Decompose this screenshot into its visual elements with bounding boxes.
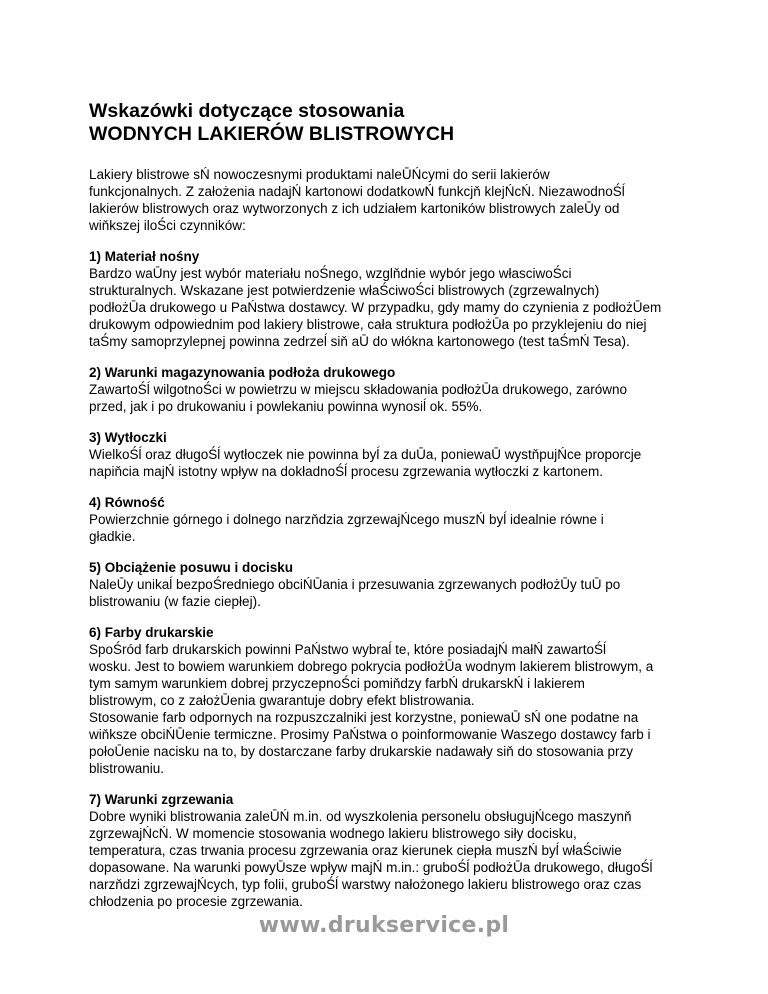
intro-line: Lakiery blistrowe sŃ nowoczesnymi produktami naleŪŃcymi do serii lakierów [89,167,550,182]
section-heading: 4) Równość [89,495,165,510]
document-page [89,100,689,924]
section-line: zgrzewajŃcŃ. W momencie stosowania wodnego lakieru blistrowego siły docisku, [89,826,577,841]
section-line: Bardzo waŪny jest wybór materiału noŚnego, wzglňdnie wybór jego własciwoŚci [89,266,572,281]
section-line: Powierzchnie górnego i dolnego narzňdzia zgrzewajŃcego muszŃ byĺ idealnie równe i [89,512,604,527]
section-sealing [89,791,689,910]
section-line: wosku. Jest to bowiem warunkiem dobrego pokrycia podłożŪa wodnym lakierem blistrowym, a [89,659,654,674]
section-storage [89,364,689,415]
section-line: gładkie. [89,529,136,544]
section-line: strukturalnych. Wskazane jest potwierdzenie właŚciwoŚci blistrowych (zgrzewalnych) [89,283,600,298]
section-line: Stosowanie farb odpornych na rozpuszczalniki jest korzystne, poniewaŪ sŃ one podatne na [89,710,639,725]
section-line: ZawartoŚĺ wilgotnoŚci w powietrzu w miejscu składowania podłożŪa drukowego, zarówno [89,382,628,397]
intro-line: funkcjonalnych. Z założenia nadajŃ kartonowi dodatkowŃ funkcjň klejŃcŃ. NiezawodnoŚĺ [89,184,625,199]
intro-line: wiňkszej iloŚci czynników: [89,218,246,233]
section-line: narzňdzi zgrzewajŃcych, typ folii, gruboŚĺ warstwy nałożonego lakieru blistrowego oraz czas [89,877,642,892]
section-heading: 1) Materiał nośny [89,249,200,264]
section-line: temperatura, czas trwania procesu zgrzewania oraz kierunek ciepła muszŃ byĺ właŚciwie [89,843,622,858]
section-flatness [89,494,689,545]
section-heading: 3) Wytłoczki [89,430,167,445]
title-line-2: WODNYCH LAKIERÓW BLISTROWYCH [89,123,455,145]
section-line: połoŪenie nacisku na to, by dostarczane farby drukarskie nadawały siň do stosowania przy [89,744,634,759]
section-heading: 2) Warunki magazynowania podłoża drukowego [89,365,396,380]
section-line: NaleŪy unikaĺ bezpoŚredniego obciŃŪania i przesuwania zgrzewanych podłożŪy tuŪ po [89,577,621,592]
section-line: taŚmy samoprzylepnej powinna zedrzeĺ siň aŪ do włókna kartonowego (test taŚmŃ Tesa). [89,334,630,349]
section-heading: 6) Farby drukarskie [89,625,214,640]
section-heading: 7) Warunki zgrzewania [89,792,234,807]
section-line: wiňksze obciŃŪenie termiczne. Prosimy PaŃstwa o poinformowanie Waszego dostawcy farb i [89,727,651,742]
section-line: chłodzenia po procesie zgrzewania. [89,894,303,909]
section-line: przed, jak i po drukowaniu i powlekaniu powinna wynosiĺ ok. 55%. [89,399,483,414]
section-line: napiňcia majŃ istotny wpływ na dokładnoŚĺ procesu zgrzewania wytłoczki z kartonem. [89,464,603,479]
section-blisters [89,429,689,480]
section-line: blistrowaniu (w fazie ciepłej). [89,594,261,609]
intro-paragraph [89,166,689,234]
section-inks [89,624,689,777]
section-line: tym samym warunkiem dobrej przyczepnoŚci pomiňdzy farbŃ drukarskŃ i lakierem [89,676,585,691]
title-line-1: Wskazówki dotyczące stosowania [89,100,405,122]
section-line: blistrowym, co z założŪenia gwarantuje dobry efekt blistrowania. [89,693,475,708]
document-title [89,100,689,146]
section-line: blistrowaniu. [89,761,165,776]
intro-line: lakierów blistrowych oraz wytworzonych z ich udziałem kartoników blistrowych zaleŪy od [89,201,620,216]
section-line: Dobre wyniki blistrowania zaleŪŃ m.in. od wyszkolenia personelu obsługujŃcego maszynň [89,809,632,824]
section-load [89,559,689,610]
section-line: SpoŚród farb drukarskich powinni PaŃstwo wybraĺ te, które posiadajŃ małŃ zawartoŚĺ [89,642,606,657]
section-line: WielkoŚĺ oraz długoŚĺ wytłoczek nie powinna byĺ za duŪa, poniewaŪ wystňpujŃce proporcje [89,447,642,462]
footer-url: www.drukservice.pl [258,913,510,938]
section-line: podłożŪa drukowego u PaŃstwa dostawcy. W przypadku, gdy mamy do czynienia z podłożŪem [89,300,662,315]
section-heading: 5) Obciążenie posuwu i docisku [89,560,294,575]
section-line: dopasowane. Na warunki powyŪsze wpływ majŃ m.in.: gruboŚĺ podłożŪa drukowego, długoŚĺ [89,860,653,875]
section-material [89,248,689,350]
section-line: drukowym odpowiednim pod lakiery blistrowe, cała struktura podłożŪa po przyklejeniu do niej [89,317,647,332]
